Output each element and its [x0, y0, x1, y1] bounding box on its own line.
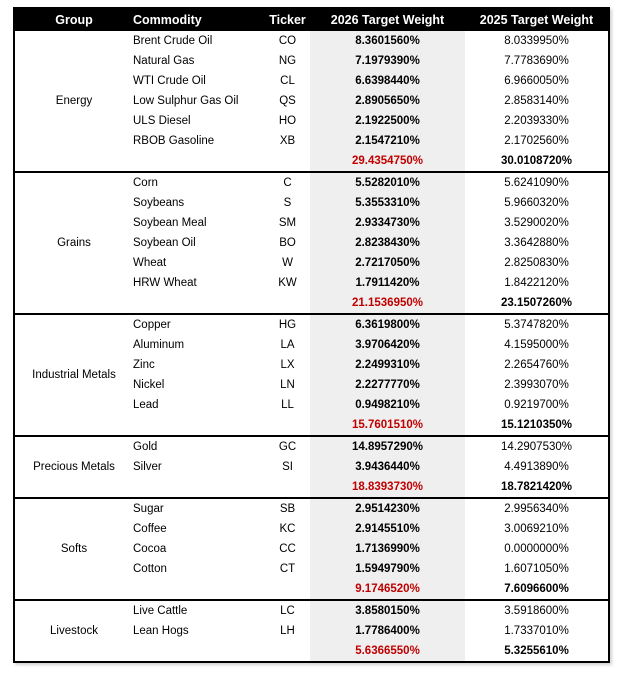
weight-2026-cell: 1.5949790% [310, 559, 465, 579]
ticker-cell: NG [278, 55, 297, 67]
subtotal-2026-cell: 21.1536950% [310, 293, 465, 313]
commodity-cell: WTI Crude Oil [133, 75, 206, 87]
subtotal-spacer [265, 415, 310, 435]
weight-2025-cell: 1.6071050% [504, 563, 569, 575]
ticker-cell: S [283, 197, 292, 209]
table-row [133, 31, 608, 51]
subtotal-2025-cell: 18.7821420% [501, 481, 572, 493]
weight-2025-cell: 6.9660050% [504, 75, 569, 87]
ticker-cell: LN [280, 379, 295, 391]
weight-2025-cell: 2.3993070% [504, 379, 569, 391]
group-rows [133, 31, 608, 171]
table-row [133, 253, 608, 273]
weight-2025-cell: 2.2654760% [504, 359, 569, 371]
commodity-cell: Nickel [133, 379, 165, 391]
table-row [133, 111, 608, 131]
ticker-cell: LH [280, 625, 295, 637]
ticker-cell: SI [282, 461, 293, 473]
weight-2026-cell: 0.9498210% [310, 395, 465, 415]
group-section-energy [15, 31, 608, 171]
weight-2025-cell: 2.8583140% [504, 95, 569, 107]
header-2025-target-weight: 2025 Target Weight [479, 13, 594, 27]
commodity-cell: Live Cattle [133, 605, 188, 617]
weight-2025-cell: 1.8422120% [504, 277, 569, 289]
subtotal-2025-cell: 30.0108720% [501, 155, 572, 167]
ticker-cell: LC [280, 605, 295, 617]
ticker-cell: GC [278, 441, 297, 453]
table-header [15, 9, 608, 31]
commodity-cell: RBOB Gasoline [133, 135, 215, 147]
weight-2026-cell: 2.7217050% [310, 253, 465, 273]
subtotal-spacer [265, 579, 310, 599]
weight-2025-cell: 2.9956340% [504, 503, 569, 515]
weight-2026-cell: 2.9514230% [310, 499, 465, 519]
weight-2025-cell: 3.5290020% [504, 217, 569, 229]
table-row [133, 51, 608, 71]
weight-2026-cell: 1.7911420% [310, 273, 465, 293]
group-label: Energy [55, 95, 93, 107]
commodity-cell: Cotton [133, 563, 167, 575]
ticker-cell: LL [281, 399, 294, 411]
group-label: Livestock [50, 625, 98, 637]
table-row [133, 457, 608, 477]
weight-2026-cell: 3.9436440% [310, 457, 465, 477]
weight-2025-cell: 3.0069210% [504, 523, 569, 535]
subtotal-row [133, 579, 608, 599]
table-body [15, 31, 608, 661]
subtotal-row [133, 477, 608, 497]
table-row [133, 315, 608, 335]
table-row [133, 233, 608, 253]
group-label: Grains [57, 237, 91, 249]
subtotal-2025-cell: 5.3255610% [504, 645, 569, 657]
ticker-cell: HO [278, 115, 297, 127]
weight-2025-cell: 0.0000000% [504, 543, 569, 555]
group-label: Softs [60, 543, 88, 555]
group-section-livestock [15, 599, 608, 661]
subtotal-spacer [133, 293, 265, 313]
weight-2025-cell: 3.3642880% [504, 237, 569, 249]
ticker-cell: SB [279, 503, 296, 515]
weight-2025-cell: 7.7783690% [504, 55, 569, 67]
table-row [133, 375, 608, 395]
subtotal-2026-cell: 15.7601510% [310, 415, 465, 435]
ticker-cell: LA [280, 339, 295, 351]
group-section-industrial-metals [15, 313, 608, 435]
table-row [133, 355, 608, 375]
weight-2026-cell: 8.3601560% [310, 31, 465, 51]
weight-2026-cell: 5.5282010% [310, 173, 465, 193]
table-row [133, 91, 608, 111]
table-row [133, 193, 608, 213]
commodity-cell: Soybean Meal [133, 217, 207, 229]
ticker-cell: QS [279, 95, 296, 107]
weight-2025-cell: 2.2039330% [504, 115, 569, 127]
ticker-cell: KW [278, 277, 297, 289]
commodity-cell: Soybeans [133, 197, 185, 209]
weight-2026-cell: 2.8905650% [310, 91, 465, 111]
commodity-cell: Copper [133, 319, 171, 331]
commodity-cell: Lead [133, 399, 159, 411]
weight-2026-cell: 1.7786400% [310, 621, 465, 641]
header-group: Group [55, 13, 93, 27]
subtotal-2026-cell: 5.6366550% [310, 641, 465, 661]
weight-2026-cell: 3.9706420% [310, 335, 465, 355]
subtotal-row [133, 415, 608, 435]
commodity-cell: Coffee [133, 523, 167, 535]
ticker-cell: CO [278, 35, 297, 47]
commodity-cell: Brent Crude Oil [133, 35, 213, 47]
ticker-cell: HG [278, 319, 297, 331]
weight-2026-cell: 2.9145510% [310, 519, 465, 539]
subtotal-spacer [265, 641, 310, 661]
weight-2026-cell: 2.2499310% [310, 355, 465, 375]
weight-2026-cell: 2.8238430% [310, 233, 465, 253]
weight-2025-cell: 3.5918600% [504, 605, 569, 617]
weight-2025-cell: 5.9660320% [504, 197, 569, 209]
table-row [133, 601, 608, 621]
subtotal-2025-cell: 23.1507260% [501, 297, 572, 309]
weight-2026-cell: 7.1979390% [310, 51, 465, 71]
weight-2026-cell: 5.3553310% [310, 193, 465, 213]
header-commodity: Commodity [133, 13, 202, 27]
weight-2025-cell: 14.2907530% [501, 441, 572, 453]
weight-2026-cell: 2.2277770% [310, 375, 465, 395]
group-section-precious-metals [15, 435, 608, 497]
commodity-weights-table [13, 7, 610, 663]
table-row [133, 499, 608, 519]
weight-2025-cell: 4.1595000% [504, 339, 569, 351]
commodity-cell: HRW Wheat [133, 277, 197, 289]
commodity-cell: Aluminum [133, 339, 185, 351]
header-2026-target-weight: 2026 Target Weight [330, 13, 445, 27]
weight-2025-cell: 0.9219700% [504, 399, 569, 411]
commodity-cell: Sugar [133, 503, 164, 515]
ticker-cell: CT [279, 563, 296, 575]
group-section-softs [15, 497, 608, 599]
table-row [133, 539, 608, 559]
subtotal-spacer [133, 641, 265, 661]
subtotal-spacer [133, 477, 265, 497]
ticker-cell: LX [280, 359, 295, 371]
subtotal-row [133, 641, 608, 661]
table-row [133, 395, 608, 415]
commodity-cell: ULS Diesel [133, 115, 191, 127]
subtotal-2026-cell: 18.8393730% [310, 477, 465, 497]
weight-2026-cell: 6.6398440% [310, 71, 465, 91]
weight-2026-cell: 14.8957290% [310, 437, 465, 457]
weight-2025-cell: 5.6241090% [504, 177, 569, 189]
table-row [133, 621, 608, 641]
weight-2025-cell: 2.8250830% [504, 257, 569, 269]
ticker-cell: C [283, 177, 292, 189]
commodity-cell: Low Sulphur Gas Oil [133, 95, 239, 107]
table-row [133, 437, 608, 457]
subtotal-2025-cell: 7.6096600% [504, 583, 569, 595]
subtotal-spacer [265, 151, 310, 171]
subtotal-2026-cell: 29.4354750% [310, 151, 465, 171]
group-label: Precious Metals [33, 461, 115, 473]
subtotal-2025-cell: 15.1210350% [501, 419, 572, 431]
weight-2026-cell: 2.1922500% [310, 111, 465, 131]
weight-2025-cell: 5.3747820% [504, 319, 569, 331]
table-row [133, 335, 608, 355]
table-row [133, 131, 608, 151]
weight-2026-cell: 1.7136990% [310, 539, 465, 559]
group-label: Industrial Metals [32, 369, 116, 381]
ticker-cell: CL [280, 75, 295, 87]
weight-2026-cell: 2.1547210% [310, 131, 465, 151]
table-row [133, 519, 608, 539]
header-ticker: Ticker [269, 13, 306, 27]
group-rows [133, 499, 608, 599]
ticker-cell: XB [279, 135, 296, 147]
subtotal-spacer [265, 293, 310, 313]
table-row [133, 273, 608, 293]
subtotal-spacer [133, 151, 265, 171]
ticker-cell: CC [279, 543, 296, 555]
subtotal-spacer [133, 579, 265, 599]
subtotal-row [133, 293, 608, 313]
subtotal-spacer [133, 415, 265, 435]
weight-2026-cell: 3.8580150% [310, 601, 465, 621]
ticker-cell: KC [279, 523, 296, 535]
weight-2026-cell: 2.9334730% [310, 213, 465, 233]
commodity-cell: Wheat [133, 257, 167, 269]
group-rows [133, 315, 608, 435]
weight-2025-cell: 8.0339950% [504, 35, 569, 47]
commodity-cell: Cocoa [133, 543, 167, 555]
table-row [133, 213, 608, 233]
weight-2025-cell: 2.1702560% [504, 135, 569, 147]
table-row [133, 173, 608, 193]
table-row [133, 559, 608, 579]
group-rows [133, 437, 608, 497]
group-section-grains [15, 171, 608, 313]
ticker-cell: W [282, 257, 293, 269]
ticker-cell: SM [278, 217, 297, 229]
commodity-cell: Soybean Oil [133, 237, 196, 249]
commodity-cell: Gold [133, 441, 158, 453]
subtotal-2026-cell: 9.1746520% [310, 579, 465, 599]
commodity-cell: Lean Hogs [133, 625, 189, 637]
commodity-cell: Natural Gas [133, 55, 195, 67]
weight-2025-cell: 4.4913890% [504, 461, 569, 473]
commodity-cell: Zinc [133, 359, 155, 371]
weight-2025-cell: 1.7337010% [504, 625, 569, 637]
group-rows [133, 173, 608, 313]
commodity-cell: Silver [133, 461, 162, 473]
table-row [133, 71, 608, 91]
subtotal-spacer [265, 477, 310, 497]
commodity-cell: Corn [133, 177, 158, 189]
group-rows [133, 601, 608, 661]
weight-2026-cell: 6.3619800% [310, 315, 465, 335]
ticker-cell: BO [279, 237, 296, 249]
subtotal-row [133, 151, 608, 171]
